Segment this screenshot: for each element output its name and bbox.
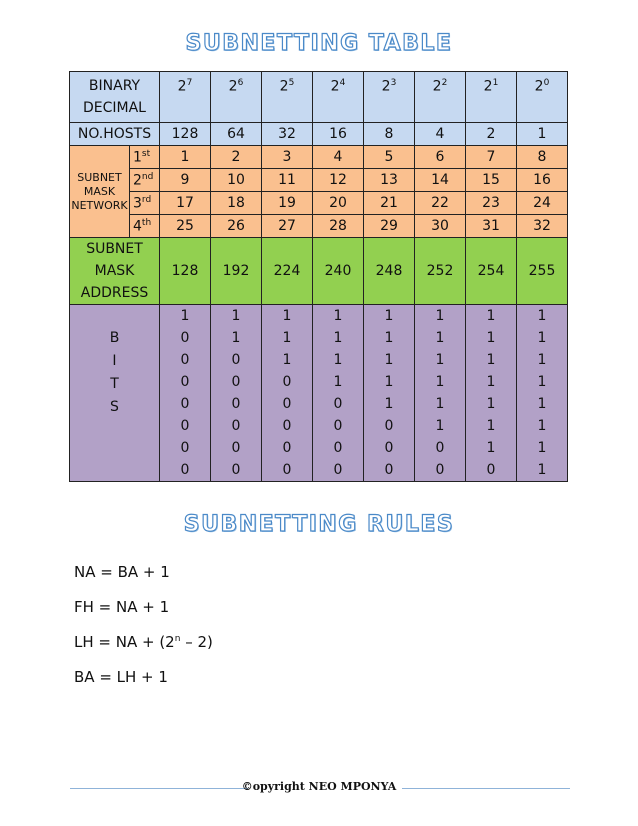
hosts-value: 4 (415, 123, 466, 146)
bit-value: 0 (262, 459, 313, 482)
bits-row (70, 305, 568, 328)
ordinal-cell (130, 192, 160, 215)
header-row (70, 72, 568, 123)
bit-value: 1 (211, 305, 262, 328)
bit-value: 1 (262, 305, 313, 328)
bit-value: 1 (466, 415, 517, 437)
network-row (70, 169, 568, 192)
power-cell (364, 72, 415, 123)
ordinal-number: 3 (133, 195, 142, 212)
network-value: 31 (466, 215, 517, 238)
network-value: 22 (415, 192, 466, 215)
bit-value: 0 (262, 393, 313, 415)
power-exponent: 1 (492, 78, 499, 88)
network-value: 18 (211, 192, 262, 215)
rules-title: SUBNETTING RULES (183, 512, 455, 537)
hosts-value: 8 (364, 123, 415, 146)
bit-value: 1 (262, 349, 313, 371)
header-label-cell (70, 72, 160, 123)
network-value: 32 (517, 215, 568, 238)
network-value: 24 (517, 192, 568, 215)
network-label-line: MASK (83, 184, 116, 198)
bits-label-letter: I (112, 353, 117, 369)
mask-value: 128 (160, 238, 211, 305)
power-base: 2 (330, 78, 340, 95)
mask-value: 192 (211, 238, 262, 305)
hosts-value: 64 (211, 123, 262, 146)
rule-lh (74, 633, 213, 651)
network-value: 27 (262, 215, 313, 238)
bit-value: 0 (160, 459, 211, 482)
network-value: 2 (211, 146, 262, 169)
bit-value: 1 (415, 415, 466, 437)
network-value: 1 (160, 146, 211, 169)
network-label-line: SUBNET (77, 170, 122, 184)
power-cell (466, 72, 517, 123)
power-exponent: 3 (390, 78, 397, 88)
bit-value: 1 (364, 305, 415, 328)
hosts-value: 1 (517, 123, 568, 146)
bits-label-letter: B (109, 330, 120, 346)
bit-value: 1 (517, 371, 568, 393)
bit-value: 0 (262, 415, 313, 437)
bit-value: 0 (415, 437, 466, 459)
network-label-cell (70, 146, 130, 238)
power-cell (313, 72, 364, 123)
network-value: 19 (262, 192, 313, 215)
power-base: 2 (381, 78, 391, 95)
ordinal-number: 1 (133, 149, 142, 166)
network-value: 7 (466, 146, 517, 169)
bit-value: 0 (364, 459, 415, 482)
bit-value: 0 (160, 393, 211, 415)
ordinal-suffix: th (141, 217, 152, 228)
page-title: SUBNETTING TABLE (185, 31, 453, 56)
mask-label-line: MASK (94, 263, 135, 279)
bit-value: 0 (313, 459, 364, 482)
network-row (70, 192, 568, 215)
mask-value: 248 (364, 238, 415, 305)
mask-label-line: SUBNET (86, 241, 143, 257)
network-value: 3 (262, 146, 313, 169)
bit-value: 1 (517, 349, 568, 371)
network-value: 6 (415, 146, 466, 169)
hosts-value: 32 (262, 123, 313, 146)
power-base: 2 (228, 78, 238, 95)
ordinal-number: 4 (133, 218, 142, 235)
network-value: 15 (466, 169, 517, 192)
bit-value: 0 (211, 415, 262, 437)
bit-value: 1 (415, 371, 466, 393)
bit-value: 0 (262, 371, 313, 393)
mask-value: 255 (517, 238, 568, 305)
power-cell (262, 72, 313, 123)
header-label-line: BINARY (88, 78, 141, 94)
ordinal-cell (130, 215, 160, 238)
power-base: 2 (534, 78, 544, 95)
network-value: 4 (313, 146, 364, 169)
power-base: 2 (279, 78, 289, 95)
hosts-value: 16 (313, 123, 364, 146)
network-value: 16 (517, 169, 568, 192)
ordinal-cell (130, 146, 160, 169)
network-value: 10 (211, 169, 262, 192)
power-exponent: 7 (186, 78, 193, 88)
power-exponent: 6 (237, 78, 244, 88)
bit-value: 1 (160, 305, 211, 328)
bit-value: 0 (364, 415, 415, 437)
network-value: 26 (211, 215, 262, 238)
bit-value: 1 (262, 327, 313, 349)
ordinal-suffix: rd (141, 194, 152, 205)
bit-value: 0 (160, 349, 211, 371)
bits-label-cell (70, 305, 160, 482)
rule-lh-exponent: n (174, 634, 181, 644)
bit-value: 1 (364, 371, 415, 393)
bit-value: 0 (211, 349, 262, 371)
rule-ba: BA = LH + 1 (74, 668, 168, 686)
bit-value: 1 (466, 371, 517, 393)
ordinal-suffix: st (141, 148, 151, 159)
rule-na: NA = BA + 1 (74, 563, 170, 581)
mask-label-cell (70, 238, 160, 305)
mask-value: 224 (262, 238, 313, 305)
bit-value: 1 (415, 393, 466, 415)
bit-value: 1 (466, 349, 517, 371)
bit-value: 1 (466, 327, 517, 349)
network-value: 14 (415, 169, 466, 192)
bit-value: 1 (517, 393, 568, 415)
network-value: 8 (517, 146, 568, 169)
network-value: 25 (160, 215, 211, 238)
power-exponent: 4 (339, 78, 346, 88)
bit-value: 1 (313, 349, 364, 371)
power-exponent: 2 (441, 78, 448, 88)
network-value: 21 (364, 192, 415, 215)
bit-value: 0 (211, 459, 262, 482)
bit-value: 0 (160, 327, 211, 349)
power-exponent: 0 (543, 78, 550, 88)
network-value: 17 (160, 192, 211, 215)
network-label-line: NETWORK (71, 198, 128, 212)
power-exponent: 5 (288, 78, 295, 88)
bits-label-letter: T (110, 376, 119, 392)
mask-value: 240 (313, 238, 364, 305)
network-value: 29 (364, 215, 415, 238)
rule-lh-b: – 2) (180, 633, 213, 651)
network-value: 9 (160, 169, 211, 192)
network-value: 20 (313, 192, 364, 215)
network-value: 12 (313, 169, 364, 192)
ordinal-number: 2 (133, 172, 142, 189)
hosts-value: 2 (466, 123, 517, 146)
mask-label-line: ADDRESS (80, 285, 149, 301)
bit-value: 1 (517, 305, 568, 328)
bit-value: 0 (364, 437, 415, 459)
bit-value: 1 (364, 349, 415, 371)
bit-value: 0 (415, 459, 466, 482)
bit-value: 1 (517, 415, 568, 437)
power-cell (160, 72, 211, 123)
network-value: 23 (466, 192, 517, 215)
rule-lh-a: LH = NA + (2 (74, 633, 175, 651)
bit-value: 1 (517, 459, 568, 482)
hosts-value: 128 (160, 123, 211, 146)
bit-value: 1 (313, 305, 364, 328)
power-base: 2 (432, 78, 442, 95)
power-cell (211, 72, 262, 123)
network-value: 5 (364, 146, 415, 169)
bit-value: 1 (313, 327, 364, 349)
network-value: 30 (415, 215, 466, 238)
bit-value: 0 (262, 437, 313, 459)
bit-value: 0 (313, 415, 364, 437)
rule-fh: FH = NA + 1 (74, 598, 170, 616)
network-value: 28 (313, 215, 364, 238)
bit-value: 1 (466, 393, 517, 415)
bit-value: 0 (160, 371, 211, 393)
bit-value: 0 (466, 459, 517, 482)
hosts-row (70, 123, 568, 146)
bit-value: 1 (415, 327, 466, 349)
copyright-footer: ©opyright NEO MPONYA (241, 780, 397, 793)
ordinal-suffix: nd (141, 171, 154, 182)
power-base: 2 (483, 78, 493, 95)
bits-label-letter: S (110, 399, 119, 415)
subnetting-table (69, 71, 568, 482)
power-cell (415, 72, 466, 123)
mask-value: 252 (415, 238, 466, 305)
ordinal-cell (130, 169, 160, 192)
bit-value: 1 (211, 327, 262, 349)
bit-value: 1 (364, 327, 415, 349)
bit-value: 0 (160, 415, 211, 437)
bit-value: 1 (415, 349, 466, 371)
bit-value: 1 (466, 437, 517, 459)
network-value: 11 (262, 169, 313, 192)
bit-value: 1 (466, 305, 517, 328)
bit-value: 0 (211, 437, 262, 459)
bit-value: 0 (313, 393, 364, 415)
bit-value: 1 (517, 327, 568, 349)
bit-value: 1 (415, 305, 466, 328)
hosts-label: NO.HOSTS (70, 123, 160, 146)
network-value: 13 (364, 169, 415, 192)
network-row (70, 146, 568, 169)
header-label-line: DECIMAL (83, 100, 146, 116)
mask-value: 254 (466, 238, 517, 305)
power-cell (517, 72, 568, 123)
bit-value: 0 (211, 371, 262, 393)
network-row (70, 215, 568, 238)
bit-value: 1 (517, 437, 568, 459)
power-base: 2 (177, 78, 187, 95)
bit-value: 1 (364, 393, 415, 415)
bit-value: 0 (211, 393, 262, 415)
bit-value: 0 (313, 437, 364, 459)
mask-row (70, 238, 568, 305)
bit-value: 0 (160, 437, 211, 459)
bit-value: 1 (313, 371, 364, 393)
